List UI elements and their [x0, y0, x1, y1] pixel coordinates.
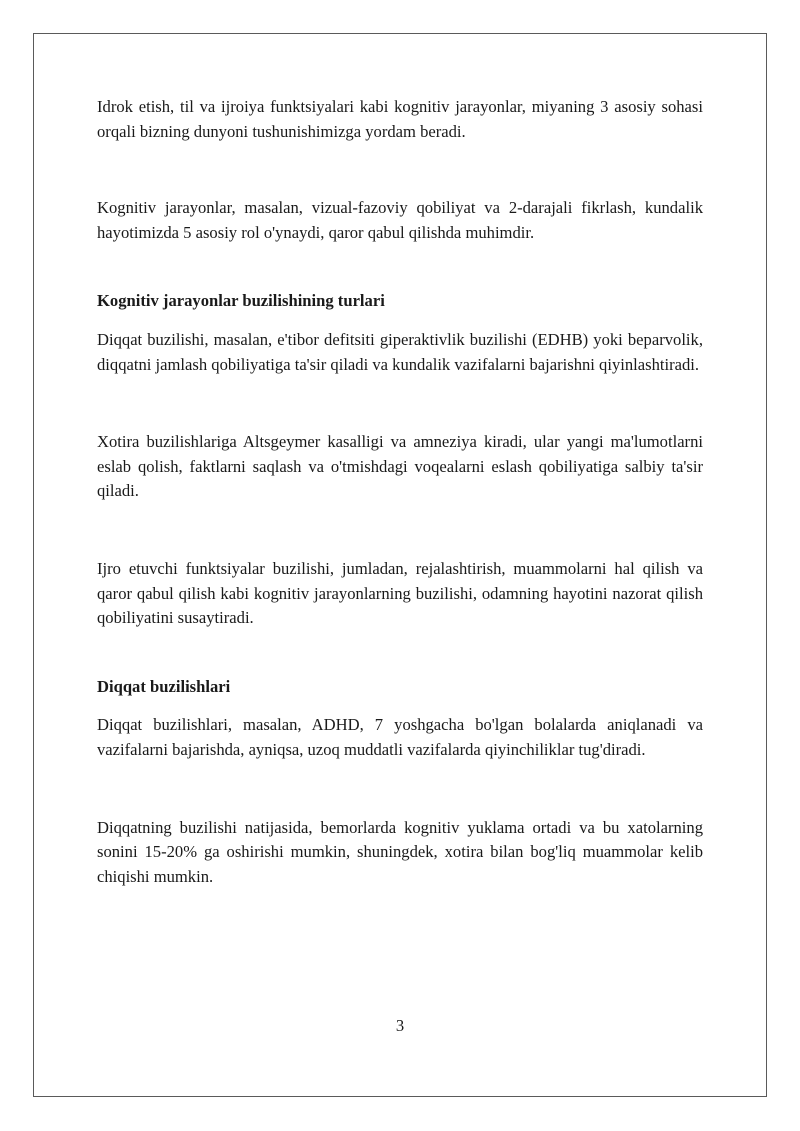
section2-paragraph-2: Diqqatning buzilishi natijasida, bemorlarda kognitiv yuklama ortadi va bu xatolarning sonini 15-20% ga oshirishi mumkin, shuningdek, xotira bilan bog'liq muammolar kelib chiqishi mumkin.	[97, 817, 703, 886]
section2-paragraph-1: Diqqat buzilishlari, masalan, ADHD, 7 yoshgacha bo'lgan bolalarda aniqlanadi va vazifalarni bajarishda, ayniqsa, uzoq muddatli vazifalarda qiyinchiliklar tug'diradi.	[97, 715, 703, 759]
page-number: 3	[395, 1016, 405, 1035]
page-content	[97, 95, 703, 889]
section-heading-attention-disorders: Diqqat buzilishlari	[97, 676, 231, 696]
intro-paragraph-2: Kognitiv jarayonlar, masalan, vizual-fazoviy qobiliyat va 2-darajali fikrlash, kundalik hayotimizda 5 asosiy rol o'ynaydi, qaror qabul qilishda muhimdir.	[97, 198, 703, 242]
section1-paragraph-1: Diqqat buzilishi, masalan, e'tibor defitsiti giperaktivlik buzilishi (EDHB) yoki beparvolik, diqqatni jamlash qobiliyatiga ta'sir qiladi va kundalik vazifalarni bajarishni qiyinlashtiradi.	[97, 329, 703, 374]
section1-paragraph-2: Xotira buzilishlariga Altsgeymer kasalligi va amneziya kiradi, ular yangi ma'lumotlarni eslab qolish, faktlarni saqlash va o'tmishdagi voqealarni eslash qobiliyatiga salbiy ta'sir qiladi.	[97, 432, 703, 501]
intro-paragraph-1: Idrok etish, til va ijroiya funktsiyalari kabi kognitiv jarayonlar, miyaning 3 asosiy sohasi orqali bizning dunyoni tushunishimizga yordam beradi.	[97, 97, 703, 141]
section1-paragraph-3: Ijro etuvchi funktsiyalar buzilishi, jumladan, rejalashtirish, muammolarni hal qilish va qaror qabul qilish kabi kognitiv jarayonlarning buzilishi, odamning hayotini nazorat qilish qobiliyatini susaytiradi.	[97, 558, 703, 628]
section-heading-cognitive-disorder-types: Kognitiv jarayonlar buzilishining turlari	[97, 291, 385, 311]
